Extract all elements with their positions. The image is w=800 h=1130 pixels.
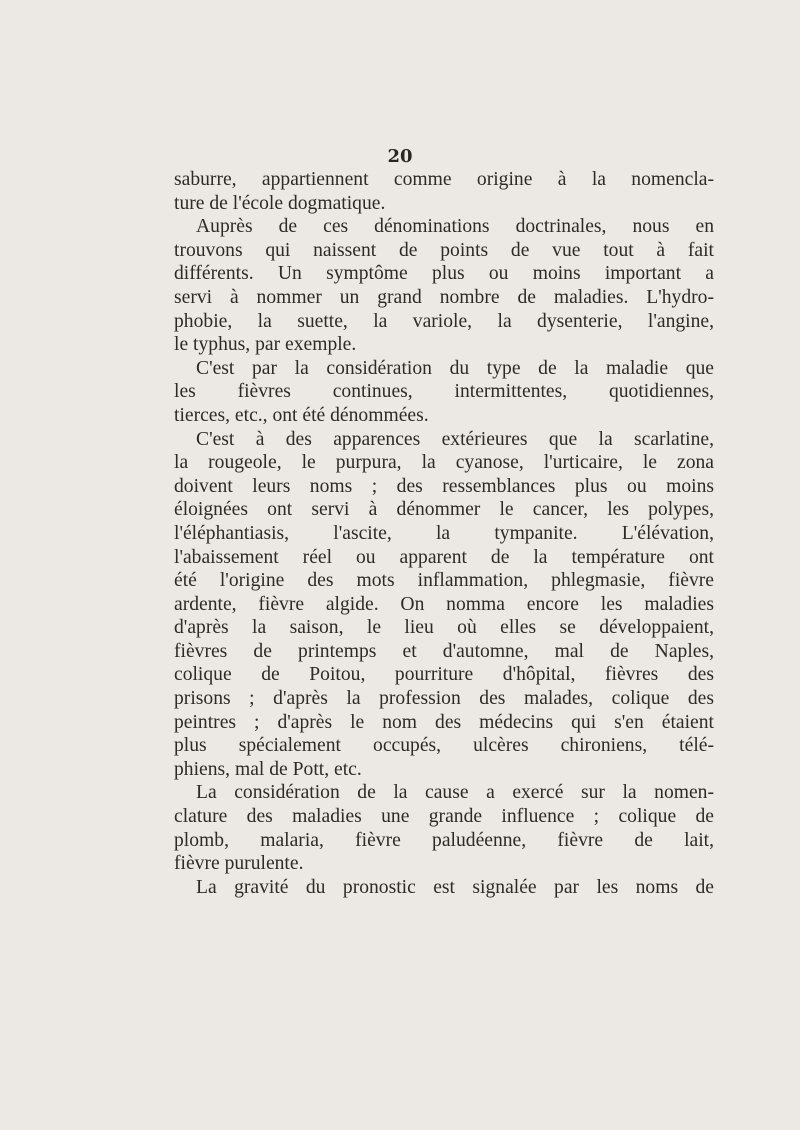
text-line: le typhus, par exemple.	[174, 334, 357, 356]
text-line: trouvons qui naissent de points de vue tout à fait	[174, 239, 714, 261]
text-line: tierces, etc., ont été dénommées.	[174, 404, 429, 426]
text-line: fièvre purulente.	[174, 853, 304, 875]
text-line: peintres ; d'après le nom des médecins qui s'en étaient	[174, 711, 714, 733]
text-line: phobie, la suette, la variole, la dysenterie, l'angine,	[174, 310, 714, 332]
text-line: plus spécialement occupés, ulcères chironiens, télé-	[174, 735, 714, 757]
text-line: d'après la saison, le lieu où elles se développaient,	[174, 617, 714, 639]
text-line: prisons ; d'après la profession des malades, colique des	[174, 688, 714, 710]
text-line: clature des maladies une grande influence ; colique de	[174, 806, 714, 828]
text-line: la rougeole, le purpura, la cyanose, l'urticaire, le zona	[174, 452, 714, 474]
text-line: été l'origine des mots inflammation, phlegmasie, fièvre	[174, 570, 714, 592]
text-line: l'éléphantiasis, l'ascite, la tympanite. L'élévation,	[174, 522, 714, 544]
text-line: Auprès de ces dénominations doctrinales, nous en	[196, 216, 714, 238]
page-number: 20	[387, 146, 413, 167]
text-line: colique de Poitou, pourriture d'hôpital, fièvres des	[174, 664, 714, 686]
text-line: doivent leurs noms ; des ressemblances plus ou moins	[174, 475, 714, 497]
text-line: fièvres de printemps et d'automne, mal de Naples,	[174, 640, 714, 662]
text-line: différents. Un symptôme plus ou moins important a	[174, 263, 714, 285]
text-line: servi à nommer un grand nombre de maladies. L'hydro-	[174, 286, 714, 308]
text-line: l'abaissement réel ou apparent de la température ont	[174, 546, 714, 568]
text-line: plomb, malaria, fièvre paludéenne, fièvre de lait,	[174, 829, 714, 851]
text-line: les fièvres continues, intermittentes, quotidiennes,	[174, 381, 714, 403]
text-line: ardente, fièvre algide. On nomma encore les maladies	[174, 593, 714, 615]
text-line: ture de l'école dogmatique.	[174, 192, 386, 214]
body-text	[174, 168, 714, 899]
text-line: C'est à des apparences extérieures que la scarlatine,	[196, 428, 714, 450]
text-line: saburre, appartiennent comme origine à la nomencla-	[174, 169, 714, 190]
text-line: éloignées ont servi à dénommer le cancer, les polypes,	[174, 499, 714, 521]
text-line: phiens, mal de Pott, etc.	[174, 758, 362, 780]
text-line: La considération de la cause a exercé sur la nomen-	[196, 782, 714, 804]
text-line: La gravité du pronostic est signalée par les noms de	[196, 876, 714, 898]
text-line: C'est par la considération du type de la maladie que	[196, 357, 714, 379]
